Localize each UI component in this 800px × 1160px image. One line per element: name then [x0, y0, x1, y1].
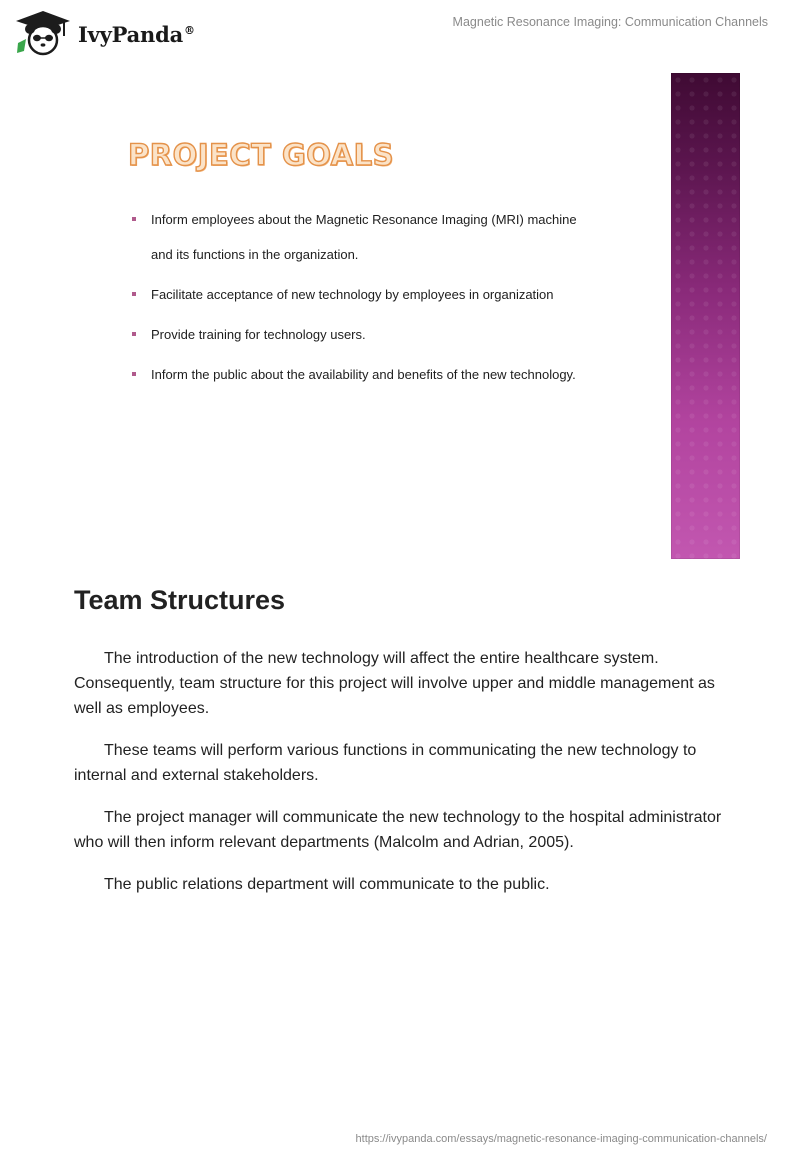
decorative-purple-bar: [671, 73, 740, 559]
paragraph: These teams will perform various functions in communicating the new technology to internal and external stakeholders.: [74, 742, 697, 784]
goals-list: [130, 202, 650, 392]
paragraph: The project manager will communicate the new technology to the hospital administrator who will then inform relevant departments (Malcolm and Adrian, 2005).: [74, 809, 722, 851]
bullet-square-icon: [132, 332, 136, 336]
document-title: Magnetic Resonance Imaging: Communication Channels: [452, 15, 768, 29]
bullet-square-icon: [132, 372, 136, 376]
brand-name: IvyPanda®: [78, 21, 195, 47]
goal-item: Inform the public about the availability and benefits of the new technology.: [130, 357, 650, 392]
goal-item-continuation: and its functions in the organization.: [151, 247, 359, 262]
bullet-square-icon: [132, 292, 136, 296]
section-heading: Team Structures: [74, 585, 286, 615]
panda-graduate-icon: [14, 9, 72, 57]
paragraph: The introduction of the new technology will affect the entire healthcare system. Consequently, team structure for this project will involve upper and middle management as well as employees.: [74, 650, 715, 717]
project-goals-slide: [74, 72, 740, 560]
goal-item: Provide training for technology users.: [130, 317, 650, 352]
slide-title: PROJECT GOALS: [128, 138, 394, 172]
source-url-link[interactable]: https://ivypanda.com/essays/magnetic-resonance-imaging-communication-channels/: [355, 1133, 767, 1145]
goal-item: Inform employees about the Magnetic Resonance Imaging (MRI) machine: [130, 202, 650, 237]
goal-item: Facilitate acceptance of new technology by employees in organization: [130, 277, 650, 312]
section-body: [74, 646, 724, 914]
bullet-square-icon: [132, 217, 136, 221]
ivypanda-logo[interactable]: [14, 9, 195, 57]
paragraph: The public relations department will communicate to the public.: [104, 876, 550, 893]
page-header: [0, 0, 800, 60]
